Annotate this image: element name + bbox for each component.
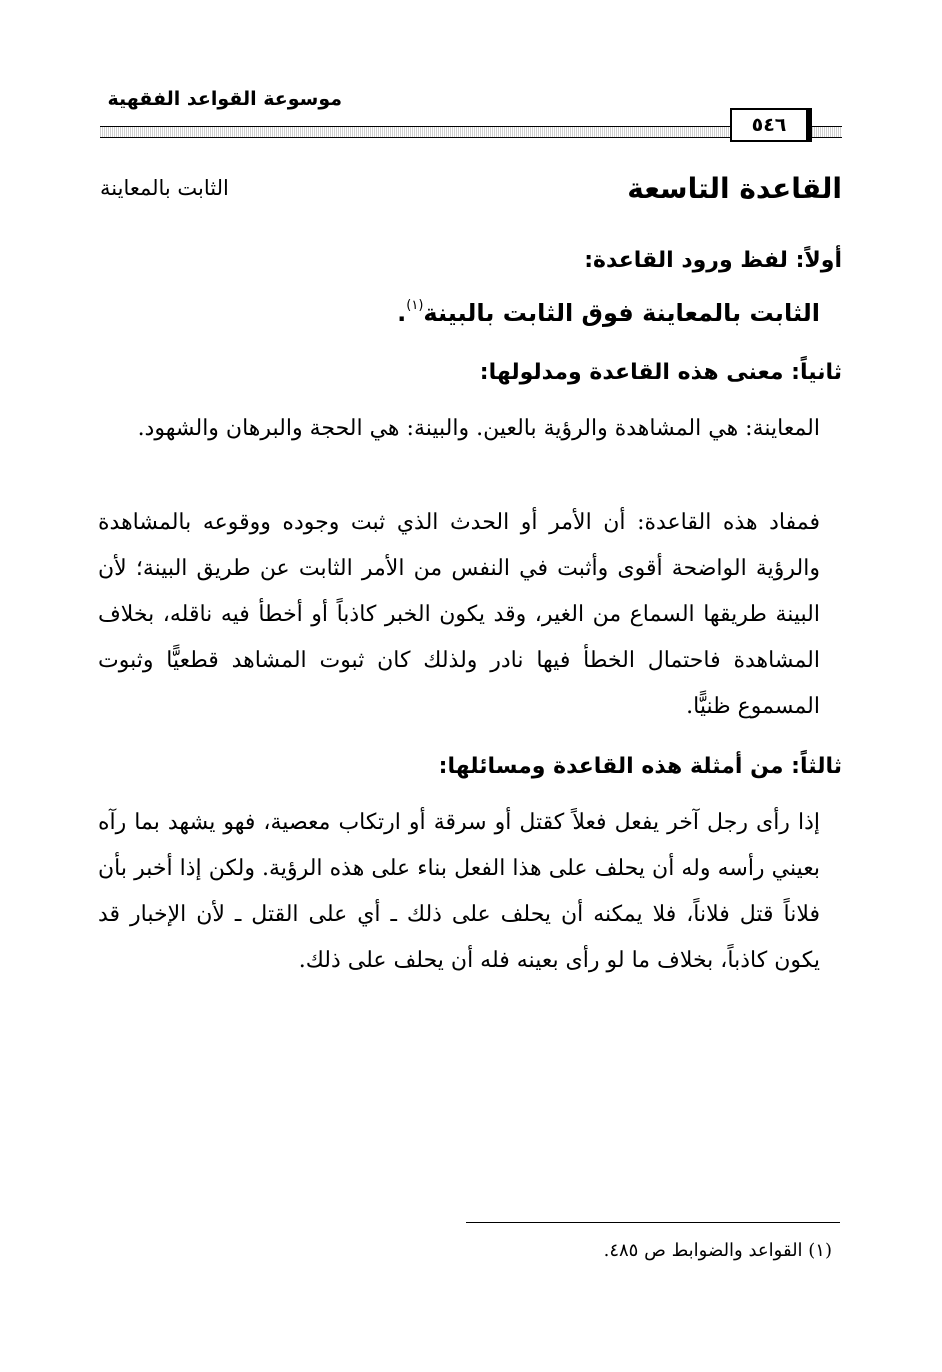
section2-paragraph2: فمفاد هذه القاعدة: أن الأمر أو الحدث الذي ثبت وجوده ووقوعه بالمشاهدة والرؤية الواضحة أقوى وأثبت في النفس من الأمر الثابت عن طريق البينة؛ لأن البينة طريقها السماع من الغير، وقد يكون الخبر كاذباً أو أخطأ فيه ناقله، بخلاف المشاهدة فاحتمال الخطأ فيها نادر ولذلك كان ثبوت المشاهد قطعيًّا وثبوت المسموع ظنيًّا. (98, 510, 820, 719)
rule-statement (397, 298, 820, 327)
section2-heading: ثانياً: معنى هذه القاعدة ومدلولها: (479, 360, 842, 385)
section3-heading: ثالثاً: من أمثلة هذه القاعدة ومسائلها: (438, 754, 842, 779)
rule-title: القاعدة التاسعة (627, 172, 842, 205)
rule-subtitle: الثابت بالمعاينة (100, 176, 229, 200)
section2-paragraph1: المعاينة: هي المشاهدة والرؤية بالعين. والبينة: هي الحجة والبرهان والشهود. (137, 416, 820, 441)
page-number: ٥٤٦ (730, 108, 812, 142)
book-title: موسوعة القواعد الفقهية (107, 88, 342, 110)
page-header (100, 80, 842, 150)
section1-heading: أولاً: لفظ ورود القاعدة: (584, 248, 842, 273)
footnote: (١) القواعد والضوابط ص ٤٨٥. (603, 1240, 832, 1261)
rule-statement-end: . (397, 299, 407, 327)
section3-paragraph: إذا رأى رجل آخر يفعل فعلاً كقتل أو سرقة أو ارتكاب معصية، فهو يشهد بما رآه بعيني رأسه وله أن يحلف على هذا الفعل بناء على هذه الرؤية. ولكن إذا أخبر بأن فلاناً قتل فلاناً، فلا يمكنه أن يحلف على ذلك ـ أي على القتل ـ لأن الإخبار قد يكون كاذباً، بخلاف ما لو رأى بعينه فله أن يحلف على ذلك. (98, 810, 820, 973)
footnote-divider (466, 1222, 840, 1223)
footnote-ref: (١) (406, 298, 424, 313)
rule-statement-text: الثابت بالمعاينة فوق الثابت بالبينة (423, 299, 820, 327)
